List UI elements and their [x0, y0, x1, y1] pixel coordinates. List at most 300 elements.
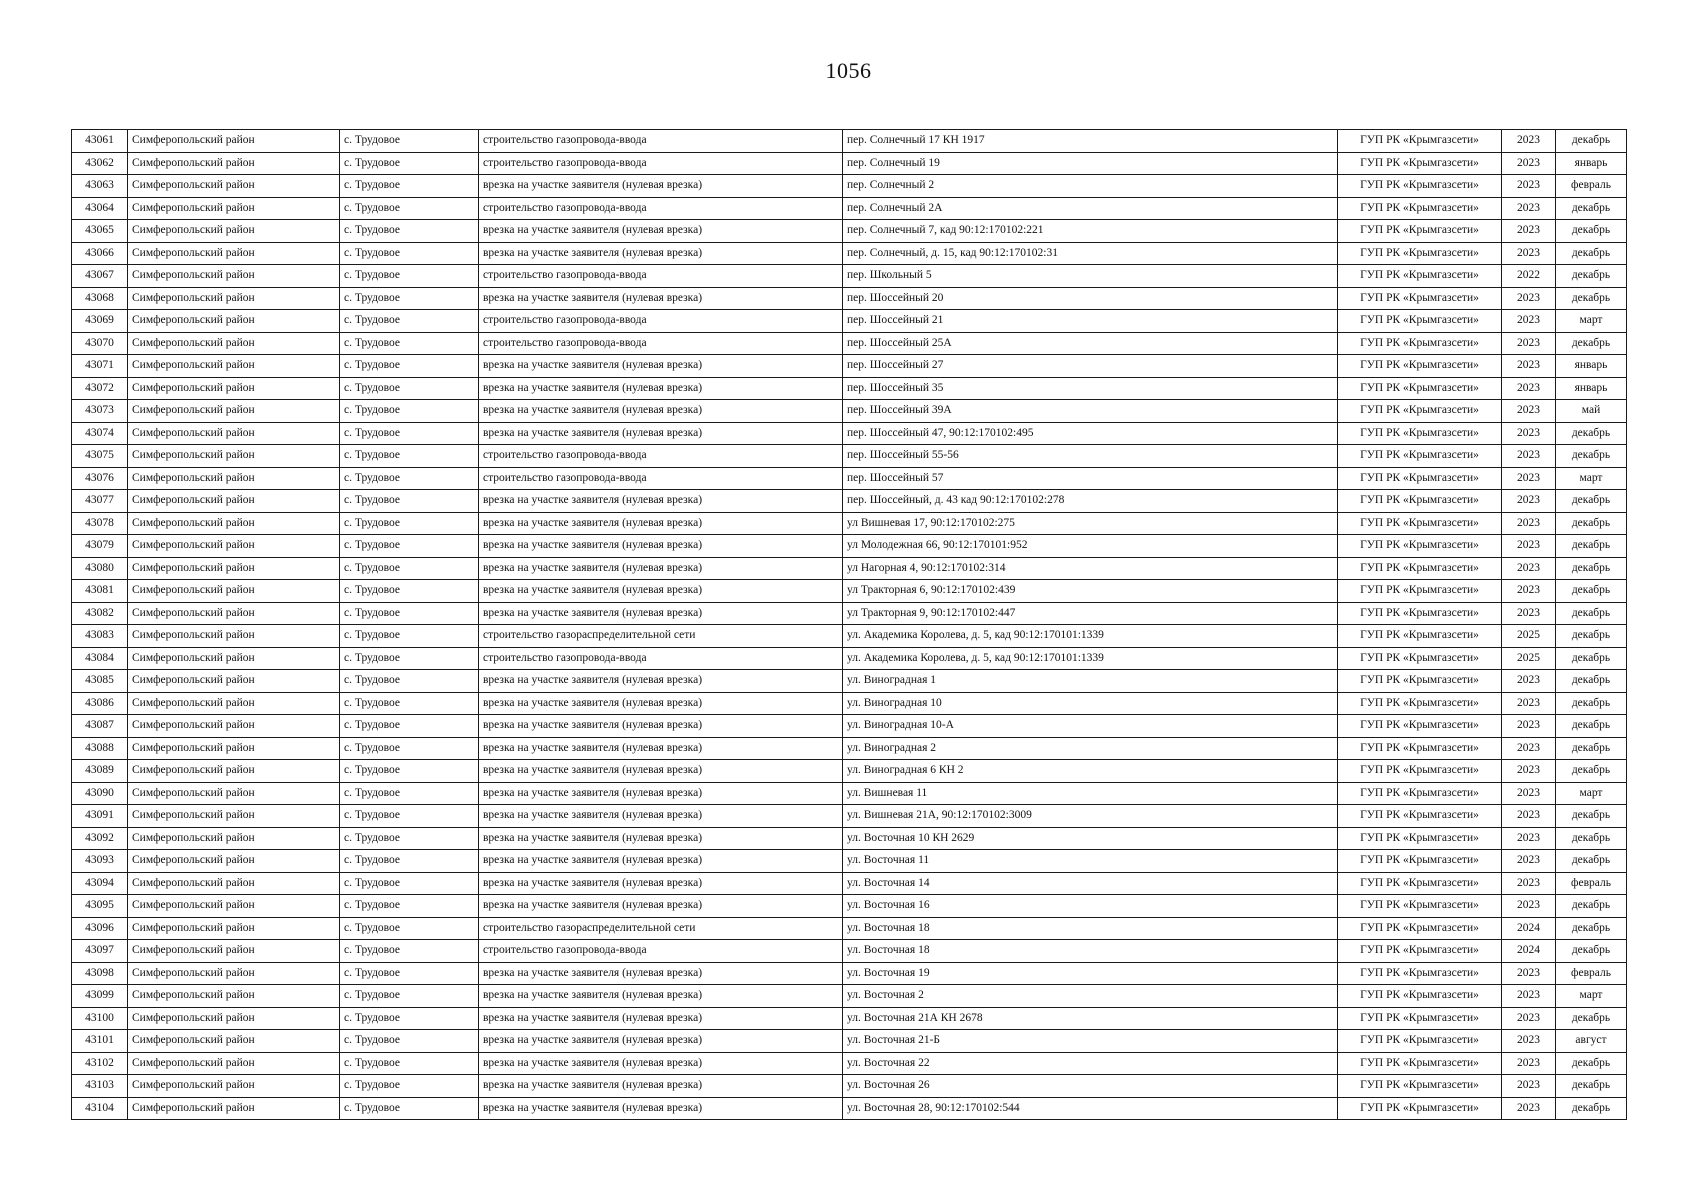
settlement-cell: с. Трудовое: [340, 625, 479, 648]
district-cell: Симферопольский район: [128, 332, 340, 355]
month-cell: декабрь: [1556, 1097, 1627, 1120]
month-cell: март: [1556, 310, 1627, 333]
work-type-cell: врезка на участке заявителя (нулевая врезка): [479, 490, 843, 513]
settlement-cell: с. Трудовое: [340, 602, 479, 625]
month-cell: декабрь: [1556, 1075, 1627, 1098]
organization-cell: ГУП РК «Крымгазсети»: [1338, 602, 1502, 625]
organization-cell: ГУП РК «Крымгазсети»: [1338, 1030, 1502, 1053]
row-number: 43073: [72, 400, 128, 423]
table-row: [72, 715, 1627, 738]
row-number: 43101: [72, 1030, 128, 1053]
settlement-cell: с. Трудовое: [340, 130, 479, 153]
year-cell: 2023: [1502, 670, 1556, 693]
month-cell: декабрь: [1556, 647, 1627, 670]
row-number: 43096: [72, 917, 128, 940]
year-cell: 2023: [1502, 1075, 1556, 1098]
work-type-cell: врезка на участке заявителя (нулевая врезка): [479, 782, 843, 805]
table-row: [72, 377, 1627, 400]
settlement-cell: с. Трудовое: [340, 715, 479, 738]
year-cell: 2023: [1502, 1007, 1556, 1030]
organization-cell: ГУП РК «Крымгазсети»: [1338, 715, 1502, 738]
month-cell: январь: [1556, 152, 1627, 175]
table-row: [72, 805, 1627, 828]
month-cell: декабрь: [1556, 557, 1627, 580]
row-number: 43098: [72, 962, 128, 985]
month-cell: декабрь: [1556, 895, 1627, 918]
work-type-cell: врезка на участке заявителя (нулевая врезка): [479, 985, 843, 1008]
row-number: 43074: [72, 422, 128, 445]
settlement-cell: с. Трудовое: [340, 1030, 479, 1053]
organization-cell: ГУП РК «Крымгазсети»: [1338, 512, 1502, 535]
organization-cell: ГУП РК «Крымгазсети»: [1338, 220, 1502, 243]
table-row: [72, 850, 1627, 873]
month-cell: февраль: [1556, 872, 1627, 895]
row-number: 43094: [72, 872, 128, 895]
address-cell: пер. Шоссейный 35: [843, 377, 1338, 400]
month-cell: январь: [1556, 355, 1627, 378]
organization-cell: ГУП РК «Крымгазсети»: [1338, 467, 1502, 490]
settlement-cell: с. Трудовое: [340, 197, 479, 220]
month-cell: декабрь: [1556, 512, 1627, 535]
table-row: [72, 332, 1627, 355]
district-cell: Симферопольский район: [128, 670, 340, 693]
month-cell: декабрь: [1556, 737, 1627, 760]
work-type-cell: врезка на участке заявителя (нулевая врезка): [479, 670, 843, 693]
address-cell: ул Тракторная 9, 90:12:170102:447: [843, 602, 1338, 625]
month-cell: декабрь: [1556, 602, 1627, 625]
settlement-cell: с. Трудовое: [340, 985, 479, 1008]
organization-cell: ГУП РК «Крымгазсети»: [1338, 422, 1502, 445]
row-number: 43077: [72, 490, 128, 513]
month-cell: декабрь: [1556, 760, 1627, 783]
address-cell: ул. Восточная 2: [843, 985, 1338, 1008]
work-type-cell: строительство газопровода-ввода: [479, 467, 843, 490]
month-cell: декабрь: [1556, 625, 1627, 648]
address-cell: пер. Шоссейный, д. 43 кад 90:12:170102:278: [843, 490, 1338, 513]
work-type-cell: строительство газопровода-ввода: [479, 197, 843, 220]
month-cell: декабрь: [1556, 917, 1627, 940]
settlement-cell: с. Трудовое: [340, 512, 479, 535]
row-number: 43102: [72, 1052, 128, 1075]
work-type-cell: врезка на участке заявителя (нулевая врезка): [479, 737, 843, 760]
month-cell: декабрь: [1556, 580, 1627, 603]
work-type-cell: врезка на участке заявителя (нулевая врезка): [479, 692, 843, 715]
table-row: [72, 287, 1627, 310]
year-cell: 2023: [1502, 557, 1556, 580]
work-type-cell: врезка на участке заявителя (нулевая врезка): [479, 1007, 843, 1030]
settlement-cell: с. Трудовое: [340, 287, 479, 310]
settlement-cell: с. Трудовое: [340, 242, 479, 265]
year-cell: 2023: [1502, 355, 1556, 378]
address-cell: пер. Шоссейный 27: [843, 355, 1338, 378]
address-cell: пер. Шоссейный 39А: [843, 400, 1338, 423]
district-cell: Симферопольский район: [128, 940, 340, 963]
work-type-cell: строительство газораспределительной сети: [479, 625, 843, 648]
year-cell: 2023: [1502, 175, 1556, 198]
address-cell: ул. Виноградная 6 КН 2: [843, 760, 1338, 783]
table-row: [72, 490, 1627, 513]
address-cell: пер. Солнечный 19: [843, 152, 1338, 175]
settlement-cell: с. Трудовое: [340, 895, 479, 918]
year-cell: 2023: [1502, 287, 1556, 310]
work-type-cell: врезка на участке заявителя (нулевая врезка): [479, 422, 843, 445]
year-cell: 2023: [1502, 220, 1556, 243]
organization-cell: ГУП РК «Крымгазсети»: [1338, 355, 1502, 378]
organization-cell: ГУП РК «Крымгазсети»: [1338, 332, 1502, 355]
year-cell: 2023: [1502, 512, 1556, 535]
row-number: 43086: [72, 692, 128, 715]
district-cell: Симферопольский район: [128, 197, 340, 220]
row-number: 43088: [72, 737, 128, 760]
district-cell: Симферопольский район: [128, 175, 340, 198]
settlement-cell: с. Трудовое: [340, 1007, 479, 1030]
settlement-cell: с. Трудовое: [340, 445, 479, 468]
district-cell: Симферопольский район: [128, 422, 340, 445]
month-cell: март: [1556, 782, 1627, 805]
district-cell: Симферопольский район: [128, 1007, 340, 1030]
district-cell: Симферопольский район: [128, 805, 340, 828]
work-type-cell: врезка на участке заявителя (нулевая врезка): [479, 1075, 843, 1098]
work-type-cell: врезка на участке заявителя (нулевая врезка): [479, 872, 843, 895]
row-number: 43071: [72, 355, 128, 378]
work-type-cell: строительство газопровода-ввода: [479, 152, 843, 175]
work-type-cell: строительство газопровода-ввода: [479, 130, 843, 153]
month-cell: декабрь: [1556, 130, 1627, 153]
organization-cell: ГУП РК «Крымгазсети»: [1338, 1075, 1502, 1098]
gasification-table: [71, 129, 1627, 1120]
settlement-cell: с. Трудовое: [340, 737, 479, 760]
settlement-cell: с. Трудовое: [340, 355, 479, 378]
organization-cell: ГУП РК «Крымгазсети»: [1338, 670, 1502, 693]
table-row: [72, 130, 1627, 153]
work-type-cell: врезка на участке заявителя (нулевая врезка): [479, 850, 843, 873]
table-body: [72, 130, 1627, 1120]
row-number: 43100: [72, 1007, 128, 1030]
page-number: 1056: [825, 58, 872, 83]
district-cell: Симферопольский район: [128, 962, 340, 985]
settlement-cell: с. Трудовое: [340, 175, 479, 198]
address-cell: ул. Вишневая 11: [843, 782, 1338, 805]
address-cell: ул. Виноградная 10-А: [843, 715, 1338, 738]
year-cell: 2023: [1502, 1052, 1556, 1075]
table-row: [72, 467, 1627, 490]
work-type-cell: врезка на участке заявителя (нулевая врезка): [479, 557, 843, 580]
settlement-cell: с. Трудовое: [340, 220, 479, 243]
work-type-cell: строительство газопровода-ввода: [479, 647, 843, 670]
table-row: [72, 670, 1627, 693]
row-number: 43084: [72, 647, 128, 670]
table-row: [72, 1030, 1627, 1053]
table-row: [72, 625, 1627, 648]
settlement-cell: с. Трудовое: [340, 670, 479, 693]
address-cell: ул. Виноградная 2: [843, 737, 1338, 760]
organization-cell: ГУП РК «Крымгазсети»: [1338, 287, 1502, 310]
district-cell: Симферопольский район: [128, 1097, 340, 1120]
work-type-cell: врезка на участке заявителя (нулевая врезка): [479, 400, 843, 423]
month-cell: декабрь: [1556, 1007, 1627, 1030]
row-number: 43072: [72, 377, 128, 400]
district-cell: Симферопольский район: [128, 490, 340, 513]
organization-cell: ГУП РК «Крымгазсети»: [1338, 625, 1502, 648]
organization-cell: ГУП РК «Крымгазсети»: [1338, 760, 1502, 783]
table-row: [72, 647, 1627, 670]
organization-cell: ГУП РК «Крымгазсети»: [1338, 782, 1502, 805]
work-type-cell: врезка на участке заявителя (нулевая врезка): [479, 355, 843, 378]
table-row: [72, 782, 1627, 805]
year-cell: 2023: [1502, 377, 1556, 400]
table-row: [72, 445, 1627, 468]
table-row: [72, 1075, 1627, 1098]
month-cell: февраль: [1556, 175, 1627, 198]
district-cell: Симферопольский район: [128, 445, 340, 468]
year-cell: 2023: [1502, 1030, 1556, 1053]
address-cell: ул. Восточная 21А КН 2678: [843, 1007, 1338, 1030]
address-cell: пер. Шоссейный 21: [843, 310, 1338, 333]
table-row: [72, 242, 1627, 265]
work-type-cell: строительство газопровода-ввода: [479, 445, 843, 468]
organization-cell: ГУП РК «Крымгазсети»: [1338, 152, 1502, 175]
address-cell: пер. Школьный 5: [843, 265, 1338, 288]
district-cell: Симферопольский район: [128, 895, 340, 918]
work-type-cell: врезка на участке заявителя (нулевая врезка): [479, 580, 843, 603]
work-type-cell: врезка на участке заявителя (нулевая врезка): [479, 760, 843, 783]
organization-cell: ГУП РК «Крымгазсети»: [1338, 1007, 1502, 1030]
work-type-cell: врезка на участке заявителя (нулевая врезка): [479, 220, 843, 243]
row-number: 43080: [72, 557, 128, 580]
row-number: 43076: [72, 467, 128, 490]
settlement-cell: с. Трудовое: [340, 692, 479, 715]
address-cell: пер. Солнечный 2А: [843, 197, 1338, 220]
organization-cell: ГУП РК «Крымгазсети»: [1338, 445, 1502, 468]
organization-cell: ГУП РК «Крымгазсети»: [1338, 175, 1502, 198]
year-cell: 2023: [1502, 490, 1556, 513]
district-cell: Симферопольский район: [128, 265, 340, 288]
table-row: [72, 197, 1627, 220]
year-cell: 2023: [1502, 962, 1556, 985]
row-number: 43064: [72, 197, 128, 220]
table-row: [72, 692, 1627, 715]
address-cell: пер. Шоссейный 47, 90:12:170102:495: [843, 422, 1338, 445]
month-cell: декабрь: [1556, 850, 1627, 873]
month-cell: декабрь: [1556, 940, 1627, 963]
organization-cell: ГУП РК «Крымгазсети»: [1338, 535, 1502, 558]
address-cell: ул. Виноградная 10: [843, 692, 1338, 715]
settlement-cell: с. Трудовое: [340, 805, 479, 828]
year-cell: 2023: [1502, 332, 1556, 355]
table-row: [72, 872, 1627, 895]
organization-cell: ГУП РК «Крымгазсети»: [1338, 580, 1502, 603]
month-cell: декабрь: [1556, 265, 1627, 288]
district-cell: Симферопольский район: [128, 715, 340, 738]
organization-cell: ГУП РК «Крымгазсети»: [1338, 872, 1502, 895]
organization-cell: ГУП РК «Крымгазсети»: [1338, 805, 1502, 828]
row-number: 43061: [72, 130, 128, 153]
row-number: 43079: [72, 535, 128, 558]
work-type-cell: врезка на участке заявителя (нулевая врезка): [479, 805, 843, 828]
organization-cell: ГУП РК «Крымгазсети»: [1338, 1052, 1502, 1075]
year-cell: 2023: [1502, 1097, 1556, 1120]
address-cell: пер. Солнечный 7, кад 90:12:170102:221: [843, 220, 1338, 243]
organization-cell: ГУП РК «Крымгазсети»: [1338, 130, 1502, 153]
row-number: 43097: [72, 940, 128, 963]
organization-cell: ГУП РК «Крымгазсети»: [1338, 940, 1502, 963]
table-row: [72, 152, 1627, 175]
settlement-cell: с. Трудовое: [340, 782, 479, 805]
district-cell: Симферопольский район: [128, 130, 340, 153]
year-cell: 2025: [1502, 625, 1556, 648]
month-cell: декабрь: [1556, 827, 1627, 850]
district-cell: Симферопольский район: [128, 287, 340, 310]
address-cell: пер. Шоссейный 20: [843, 287, 1338, 310]
table-row: [72, 760, 1627, 783]
address-cell: пер. Шоссейный 55-56: [843, 445, 1338, 468]
work-type-cell: строительство газопровода-ввода: [479, 265, 843, 288]
row-number: 43104: [72, 1097, 128, 1120]
address-cell: ул. Восточная 18: [843, 940, 1338, 963]
work-type-cell: врезка на участке заявителя (нулевая врезка): [479, 715, 843, 738]
row-number: 43065: [72, 220, 128, 243]
settlement-cell: с. Трудовое: [340, 400, 479, 423]
settlement-cell: с. Трудовое: [340, 647, 479, 670]
work-type-cell: врезка на участке заявителя (нулевая врезка): [479, 602, 843, 625]
month-cell: декабрь: [1556, 715, 1627, 738]
address-cell: ул. Восточная 10 КН 2629: [843, 827, 1338, 850]
year-cell: 2023: [1502, 782, 1556, 805]
address-cell: пер. Солнечный, д. 15, кад 90:12:170102:31: [843, 242, 1338, 265]
table-row: [72, 1097, 1627, 1120]
month-cell: декабрь: [1556, 287, 1627, 310]
organization-cell: ГУП РК «Крымгазсети»: [1338, 692, 1502, 715]
month-cell: декабрь: [1556, 332, 1627, 355]
address-cell: ул Вишневая 17, 90:12:170102:275: [843, 512, 1338, 535]
organization-cell: ГУП РК «Крымгазсети»: [1338, 647, 1502, 670]
month-cell: март: [1556, 467, 1627, 490]
year-cell: 2023: [1502, 445, 1556, 468]
month-cell: август: [1556, 1030, 1627, 1053]
year-cell: 2023: [1502, 602, 1556, 625]
organization-cell: ГУП РК «Крымгазсети»: [1338, 377, 1502, 400]
district-cell: Симферопольский район: [128, 580, 340, 603]
row-number: 43069: [72, 310, 128, 333]
district-cell: Симферопольский район: [128, 242, 340, 265]
address-cell: ул. Восточная 21-Б: [843, 1030, 1338, 1053]
year-cell: 2023: [1502, 805, 1556, 828]
work-type-cell: строительство газопровода-ввода: [479, 332, 843, 355]
district-cell: Симферопольский район: [128, 737, 340, 760]
settlement-cell: с. Трудовое: [340, 557, 479, 580]
address-cell: ул Тракторная 6, 90:12:170102:439: [843, 580, 1338, 603]
row-number: 43068: [72, 287, 128, 310]
organization-cell: ГУП РК «Крымгазсети»: [1338, 197, 1502, 220]
row-number: 43085: [72, 670, 128, 693]
row-number: 43066: [72, 242, 128, 265]
organization-cell: ГУП РК «Крымгазсети»: [1338, 310, 1502, 333]
settlement-cell: с. Трудовое: [340, 467, 479, 490]
district-cell: Симферопольский район: [128, 760, 340, 783]
month-cell: декабрь: [1556, 220, 1627, 243]
year-cell: 2023: [1502, 715, 1556, 738]
organization-cell: ГУП РК «Крымгазсети»: [1338, 985, 1502, 1008]
year-cell: 2024: [1502, 940, 1556, 963]
settlement-cell: с. Трудовое: [340, 917, 479, 940]
district-cell: Симферопольский район: [128, 400, 340, 423]
district-cell: Симферопольский район: [128, 782, 340, 805]
settlement-cell: с. Трудовое: [340, 1075, 479, 1098]
table-row: [72, 895, 1627, 918]
month-cell: декабрь: [1556, 490, 1627, 513]
work-type-cell: врезка на участке заявителя (нулевая врезка): [479, 377, 843, 400]
address-cell: ул. Восточная 18: [843, 917, 1338, 940]
year-cell: 2023: [1502, 692, 1556, 715]
year-cell: 2023: [1502, 580, 1556, 603]
month-cell: декабрь: [1556, 692, 1627, 715]
settlement-cell: с. Трудовое: [340, 332, 479, 355]
settlement-cell: с. Трудовое: [340, 490, 479, 513]
table-row: [72, 580, 1627, 603]
row-number: 43093: [72, 850, 128, 873]
year-cell: 2023: [1502, 827, 1556, 850]
district-cell: Симферопольский район: [128, 985, 340, 1008]
work-type-cell: врезка на участке заявителя (нулевая врезка): [479, 242, 843, 265]
row-number: 43075: [72, 445, 128, 468]
year-cell: 2023: [1502, 535, 1556, 558]
district-cell: Симферопольский район: [128, 917, 340, 940]
year-cell: 2023: [1502, 152, 1556, 175]
work-type-cell: врезка на участке заявителя (нулевая врезка): [479, 1030, 843, 1053]
year-cell: 2023: [1502, 985, 1556, 1008]
table-row: [72, 827, 1627, 850]
settlement-cell: с. Трудовое: [340, 962, 479, 985]
work-type-cell: строительство газопровода-ввода: [479, 940, 843, 963]
organization-cell: ГУП РК «Крымгазсети»: [1338, 962, 1502, 985]
year-cell: 2023: [1502, 197, 1556, 220]
work-type-cell: строительство газораспределительной сети: [479, 917, 843, 940]
table-row: [72, 512, 1627, 535]
address-cell: ул. Восточная 22: [843, 1052, 1338, 1075]
row-number: 43078: [72, 512, 128, 535]
table-row: [72, 557, 1627, 580]
address-cell: ул. Восточная 16: [843, 895, 1338, 918]
work-type-cell: врезка на участке заявителя (нулевая врезка): [479, 895, 843, 918]
table-row: [72, 602, 1627, 625]
address-cell: ул Молодежная 66, 90:12:170101:952: [843, 535, 1338, 558]
organization-cell: ГУП РК «Крымгазсети»: [1338, 895, 1502, 918]
year-cell: 2023: [1502, 242, 1556, 265]
work-type-cell: врезка на участке заявителя (нулевая врезка): [479, 1097, 843, 1120]
district-cell: Симферопольский район: [128, 355, 340, 378]
table-row: [72, 220, 1627, 243]
month-cell: декабрь: [1556, 242, 1627, 265]
settlement-cell: с. Трудовое: [340, 535, 479, 558]
table-row: [72, 265, 1627, 288]
settlement-cell: с. Трудовое: [340, 377, 479, 400]
month-cell: декабрь: [1556, 445, 1627, 468]
month-cell: декабрь: [1556, 422, 1627, 445]
settlement-cell: с. Трудовое: [340, 940, 479, 963]
month-cell: декабрь: [1556, 197, 1627, 220]
address-cell: ул. Восточная 26: [843, 1075, 1338, 1098]
year-cell: 2023: [1502, 872, 1556, 895]
organization-cell: ГУП РК «Крымгазсети»: [1338, 917, 1502, 940]
district-cell: Симферопольский район: [128, 692, 340, 715]
year-cell: 2023: [1502, 737, 1556, 760]
year-cell: 2023: [1502, 422, 1556, 445]
month-cell: январь: [1556, 377, 1627, 400]
table-row: [72, 1007, 1627, 1030]
month-cell: май: [1556, 400, 1627, 423]
district-cell: Симферопольский район: [128, 152, 340, 175]
district-cell: Симферопольский район: [128, 647, 340, 670]
